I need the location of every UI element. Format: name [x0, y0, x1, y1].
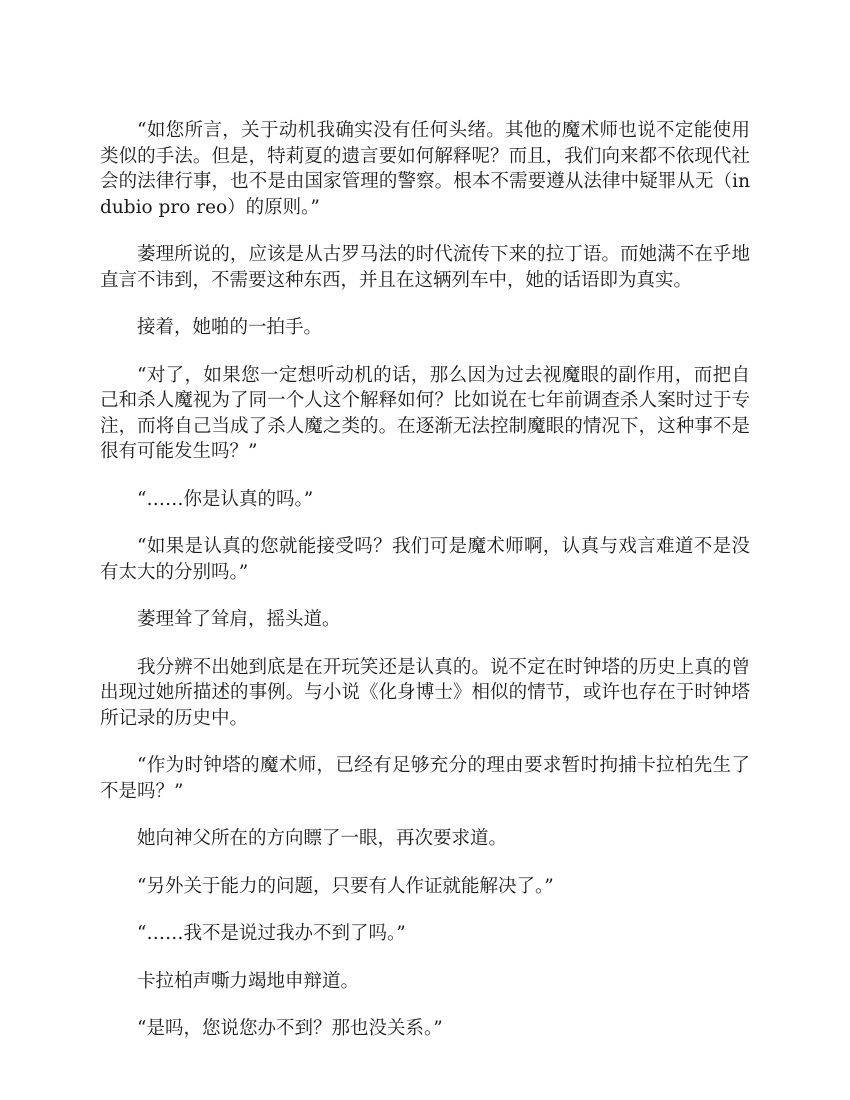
paragraph: 萎理耸了耸肩，摇头道。 [137, 609, 341, 630]
paragraph: 我分辨不出她到底是在开玩笑还是认真的。说不定在时钟塔的历史上真的曾出现过她所描述的事例。与小说《化身博士》相似的情节，或许也存在于时钟塔所记录的历史中。 [100, 656, 750, 729]
document-page [100, 118, 750, 1064]
paragraph: “是吗，您说您办不到？那也没关系。” [137, 1018, 443, 1039]
paragraph: 接着，她啪的一拍手。 [137, 317, 323, 338]
paragraph: 她向神父所在的方向瞟了一眼，再次要求道。 [137, 828, 508, 849]
paragraph: “……我不是说过我办不到了吗。” [137, 923, 406, 944]
paragraph: “另外关于能力的问题，只要有人作证就能解决了。” [137, 875, 554, 897]
paragraph: “对了，如果您一定想听动机的话，那么因为过去视魔眼的副作用，而把自己和杀人魔视为了同一个人这个解释如何？比如说在七年前调查杀人案时过于专注，而将自己当成了杀人魔之类的。在逐渐无法控制魔眼的情况下，这种事不是很有可能发生吗？” [100, 364, 750, 462]
paragraph: 卡拉柏声嘶力竭地申辩道。 [137, 970, 360, 992]
paragraph: “作为时钟塔的魔术师，已经有足够充分的理由要求暂时拘捕卡拉柏先生了不是吗？” [100, 755, 750, 802]
paragraph: “如果是认真的您就能接受吗？我们可是魔术师啊，认真与戏言难道不是没有太大的分别吗。” [100, 536, 750, 583]
paragraph: 萎理所说的，应该是从古罗马法的时代流传下来的拉丁语。而她满不在乎地直言不讳到，不需要这种东西，并且在这辆列车中，她的话语即为真实。 [100, 244, 750, 291]
paragraph: “……你是认真的吗。” [137, 488, 314, 510]
paragraph: “如您所言，关于动机我确实没有任何头绪。其他的魔术师也说不定能使用类似的手法。但是，特莉夏的遗言要如何解释呢？而且，我们向来都不依现代社会的法律行事，也不是由国家管理的警察。根本不需要遵从法律中疑罪从无（in dubio pro reo）的原则。” [100, 120, 750, 218]
